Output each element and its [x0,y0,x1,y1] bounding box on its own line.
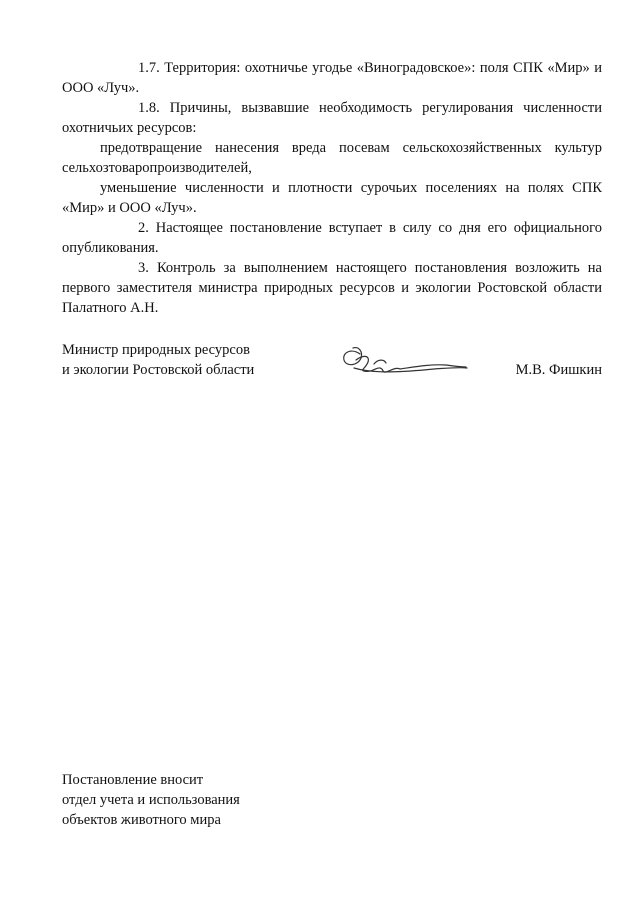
signature-block [62,340,602,384]
paragraph-reason-1 [62,138,602,178]
signatory-title [62,340,254,380]
footer-line1: Постановление вносит [62,772,204,788]
paragraph-number: 1.8. [138,100,160,116]
paragraph-text: уменьшение численности и плотности сурочьих поселениях на полях СПК «Мир» и ООО «Луч». [62,180,602,216]
footer-note [62,770,240,830]
paragraph-text: Территория: охотничье угодье «Виноградовское»: поля СПК «Мир» и ООО «Луч». [62,60,603,96]
signatory-title-line2: и экологии Ростовской области [62,362,255,378]
paragraph-text: предотвращение нанесения вреда посевам сельскохозяйственных культур сельхозтоваропроизводителей, [62,140,602,176]
paragraph-number: 2. [138,220,149,236]
paragraph-2 [62,218,602,258]
paragraph-1-7 [62,58,602,98]
handwritten-signature [334,340,484,382]
signatory-name: М.В. Фишкин [515,362,602,378]
footer-line2: отдел учета и использования [62,792,240,808]
paragraph-text: Настоящее постановление вступает в силу со дня его официального опубликования. [62,220,602,256]
paragraph-number: 3. [138,260,149,276]
paragraph-text: Причины, вызвавшие необходимость регулирования численности охотничьих ресурсов: [62,100,603,136]
paragraph-reason-2 [62,178,602,218]
paragraph-number: 1.7. [138,60,160,76]
footer-line3: объектов животного мира [62,812,221,828]
signatory-title-line1: Министр природных ресурсов [62,342,250,358]
paragraph-text: Контроль за выполнением настоящего постановления возложить на первого заместителя министра природных ресурсов и экологии Ростовской области Палатного А.Н. [62,260,602,316]
document-body [62,58,602,318]
paragraph-3 [62,258,602,318]
paragraph-1-8 [62,98,602,138]
